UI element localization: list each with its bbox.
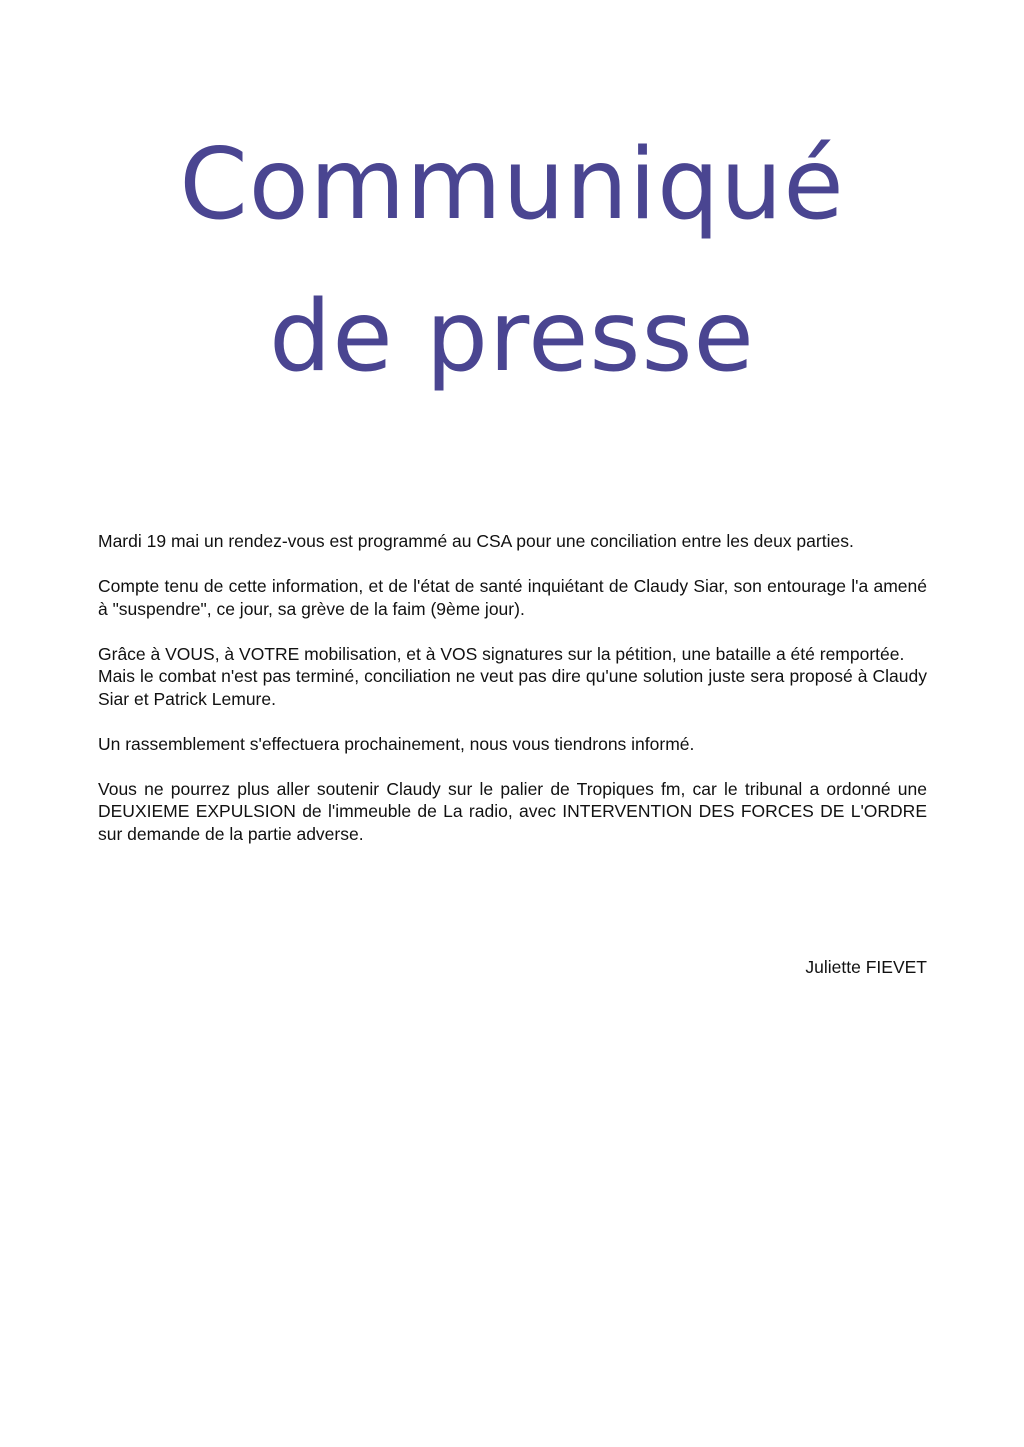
signature: Juliette FIEVET xyxy=(805,957,927,977)
paragraph-thanks: Grâce à VOUS, à VOTRE mobilisation, et à VOS signatures sur la pétition, une bataille a été remportée. xyxy=(98,643,905,664)
page-title-line-2: de presse xyxy=(269,280,755,394)
paragraph-gathering: Un rassemblement s'effectuera prochainement, nous vous tiendrons informé. xyxy=(98,733,695,754)
body-text xyxy=(98,530,927,868)
paragraph-meeting: Mardi 19 mai un rendez-vous est programmé au CSA pour une conciliation entre les deux parties. xyxy=(98,531,854,551)
paragraph-hunger-strike: Compte tenu de cette information, et de l'état de santé inquiétant de Claudy Siar, son entourage l'a amené à "suspendre", ce jour, sa grève de la faim (9ème jour). xyxy=(98,576,927,619)
paragraph-combat: Mais le combat n'est pas terminé, conciliation ne veut pas dire qu'une solution juste sera proposé à Claudy Siar et Patrick Lemure. xyxy=(98,666,927,709)
page-title-line-1: Communiqué xyxy=(179,128,845,242)
paragraph-expulsion: Vous ne pourrez plus aller soutenir Claudy sur le palier de Tropiques fm, car le tribunal a ordonné une DEUXIEME EXPULSION de l'immeuble de La radio, avec INTERVENTION DES FORCES DE L'ORDRE sur demande de la partie adverse. xyxy=(98,778,927,844)
